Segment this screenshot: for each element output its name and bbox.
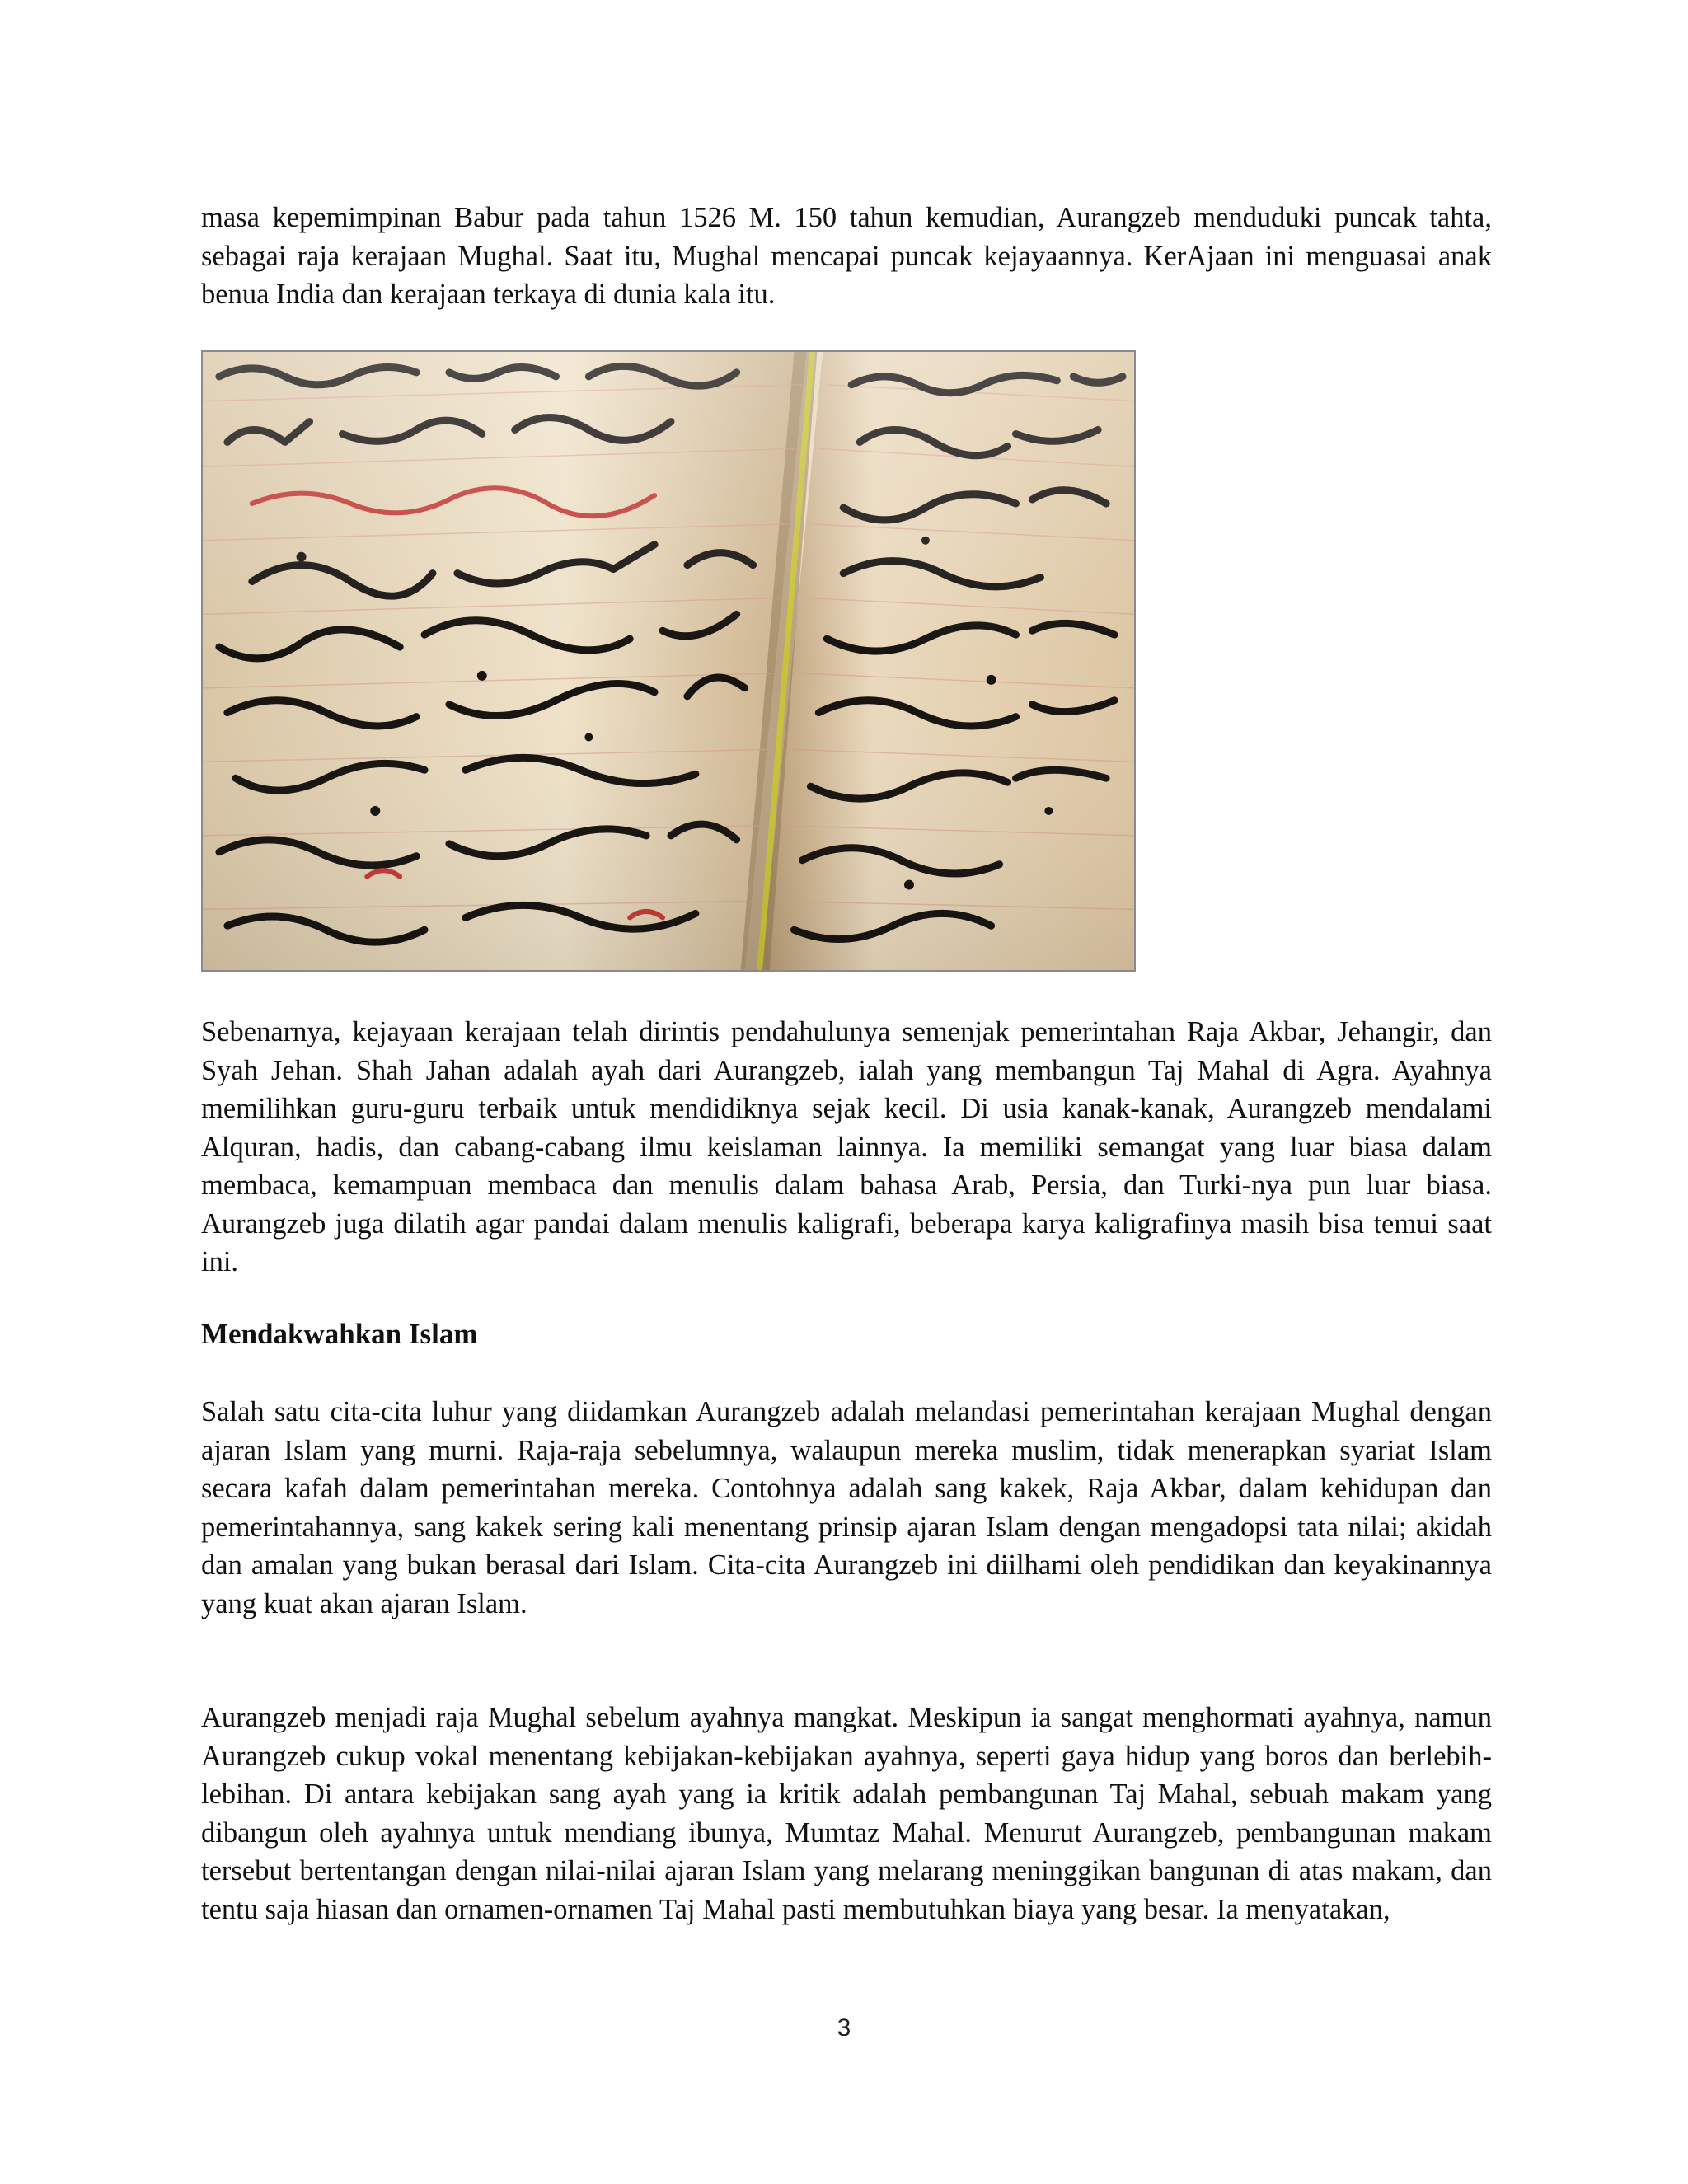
quran-manuscript-photo — [201, 350, 1136, 972]
paragraph-intro: masa kepemimpinan Babur pada tahun 1526 M. 150 tahun kemudian, Aurangzeb menduduki puncak tahta, sebagai raja kerajaan Mughal. Saat itu, Mughal mencapai puncak kejayaannya. KerAjaan ini menguasai anak benua India dan kerajaan terkaya di dunia kala itu. — [201, 202, 1492, 310]
page-number: 3 — [837, 2014, 851, 2041]
paragraph-background: Sebenarnya, kejayaan kerajaan telah dirintis pendahulunya semenjak pemerintahan Raja Akbar, Jehangir, dan Syah Jehan. Shah Jahan adalah ayah dari Aurangzeb, ialah yang membangun Taj Mahal di Agra. Ayahnya memilihkan guru-guru terbaik untuk mendidiknya sejak kecil. Di usia kanak-kanak, Aurangzeb mendalami Alquran, hadis, dan cabang-cabang ilmu keislaman lainnya. Ia memiliki semangat yang luar biasa dalam membaca, kemampuan membaca dan menulis dalam bahasa Arab, Persia, dan Turki-nya pun luar biasa. Aurangzeb juga dilatih agar pandai dalam menulis kaligrafi, beberapa karya kaligrafinya masih bisa temui saat ini. — [201, 1016, 1492, 1277]
open-book-illustration — [203, 352, 1134, 970]
paragraph-taj-mahal: Aurangzeb menjadi raja Mughal sebelum ayahnya mangkat. Meskipun ia sangat menghormati ayahnya, namun Aurangzeb cukup vokal menentang kebijakan-kebijakan ayahnya, seperti gaya hidup yang boros dan berlebih-lebihan. Di antara kebijakan sang ayah yang ia kritik adalah pembangunan Taj Mahal, sebuah makam yang dibangun oleh ayahnya untuk mendiang ibunya, Mumtaz Mahal. Menurut Aurangzeb, pembangunan makam tersebut bertentangan dengan nilai-nilai ajaran Islam yang melarang meninggikan bangunan di atas makam, dan tentu saja hiasan dan ornamen-ornamen Taj Mahal pasti membutuhkan biaya yang besar. Ia menyatakan, — [201, 1702, 1492, 1925]
paragraph-aspiration: Salah satu cita-cita luhur yang diidamkan Aurangzeb adalah melandasi pemerintahan kerajaan Mughal dengan ajaran Islam yang murni. Raja-raja sebelumnya, walaupun mereka muslim, tidak menerapkan syariat Islam secara kafah dalam pemerintahan mereka. Contohnya adalah sang kakek, Raja Akbar, dalam kehidupan dan pemerintahannya, sang kakek sering kali menentang prinsip ajaran Islam dengan mengadopsi tata nilai; akidah dan amalan yang bukan berasal dari Islam. Cita-cita Aurangzeb ini diilhami oleh pendidikan dan keyakinannya yang kuat akan ajaran Islam. — [201, 1396, 1492, 1619]
section-heading: Mendakwahkan Islam — [201, 1318, 478, 1350]
